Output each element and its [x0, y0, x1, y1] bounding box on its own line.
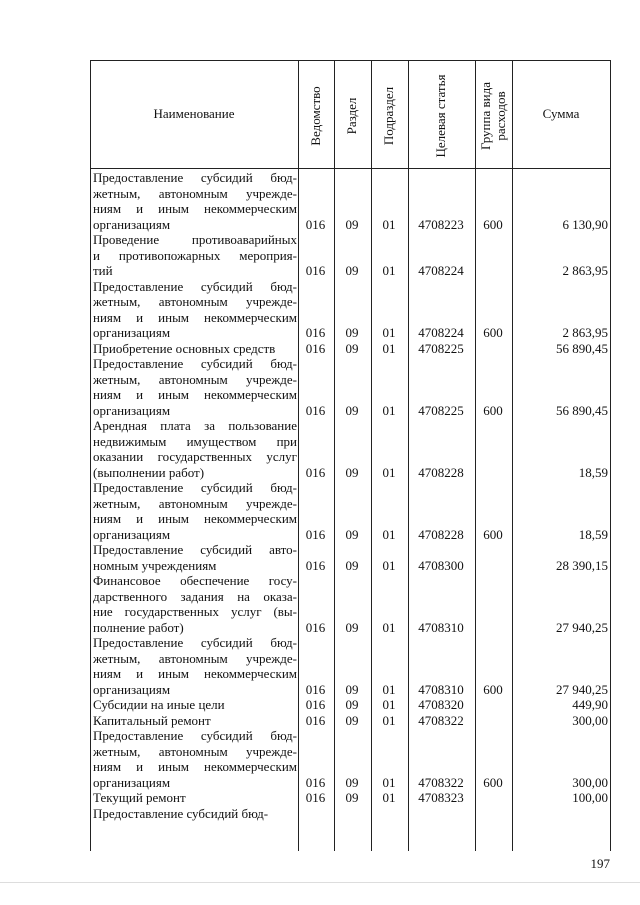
cell-summa: 56 890,45 — [556, 402, 608, 418]
row-name-line: и противопожарных мероприя- — [93, 247, 297, 263]
cell-celevaya-statya: 4708322 — [418, 774, 464, 790]
cell-vedomstvo: 016 — [305, 790, 326, 805]
row-name-line: ниям и иным некоммерческим — [93, 201, 297, 216]
row-name-line: Текущий ремонт — [93, 790, 186, 805]
row-name-line: недвижимым имуществом при — [93, 433, 297, 449]
row-name-line: полнение работ) — [93, 619, 184, 635]
cell-vedomstvo: 016 — [305, 557, 326, 573]
row-name-line: ниям и иным некоммерческим — [93, 759, 297, 774]
table-row — [90, 697, 611, 713]
row-name-line: ниям и иным некоммерческим — [93, 511, 297, 526]
header-razdel: Раздел — [344, 97, 359, 135]
cell-summa: 27 940,25 — [556, 681, 608, 697]
cell-vedomstvo: 016 — [305, 712, 326, 728]
row-name-line: организациям — [93, 774, 171, 790]
row-name-line: организациям — [93, 402, 171, 418]
cell-podrazdel: 01 — [382, 216, 396, 232]
row-name-line: жетным, автономным учрежде- — [93, 371, 297, 387]
table-row — [90, 542, 611, 573]
cell-podrazdel: 01 — [382, 557, 396, 573]
row-name-line: Предоставление субсидий бюд- — [93, 805, 269, 821]
cell-summa: 56 890,45 — [556, 340, 608, 356]
table-row — [90, 279, 611, 341]
row-name — [93, 806, 297, 822]
row-name — [93, 356, 297, 418]
cell-razdel: 09 — [345, 464, 359, 480]
cell-razdel: 09 — [345, 681, 359, 697]
cell-vedomstvo: 016 — [305, 402, 326, 418]
cell-summa: 6 130,90 — [562, 216, 608, 232]
row-name-line: организациям — [93, 526, 171, 542]
row-name — [93, 713, 297, 729]
cell-razdel: 09 — [345, 402, 359, 418]
table-row — [90, 635, 611, 697]
cell-podrazdel: 01 — [382, 464, 396, 480]
row-name-line: жетным, автономным учрежде- — [93, 185, 297, 201]
cell-celevaya-statya: 4708225 — [418, 402, 464, 418]
cell-celevaya-statya: 4708300 — [418, 557, 464, 573]
cell-vedomstvo: 016 — [305, 340, 326, 356]
cell-podrazdel: 01 — [382, 263, 396, 278]
row-name-line: организациям — [93, 325, 171, 340]
table-row — [90, 713, 611, 729]
cell-celevaya-statya: 4708323 — [418, 790, 464, 805]
table-row — [90, 728, 611, 790]
header-summa: Сумма — [542, 106, 580, 121]
cell-razdel: 09 — [345, 774, 359, 790]
table-row — [90, 806, 611, 822]
row-name-line: оказании государственных услуг — [93, 449, 297, 464]
cell-vedomstvo: 016 — [305, 681, 326, 697]
cell-vedomstvo: 016 — [305, 263, 326, 278]
cell-razdel: 09 — [345, 712, 359, 728]
cell-razdel: 09 — [345, 340, 359, 356]
cell-vedomstvo: 016 — [305, 464, 326, 480]
page-number: 197 — [590, 856, 610, 871]
budget-table — [90, 60, 611, 851]
header-gruppa-line1: Группа вида — [478, 82, 493, 150]
row-name-line: ниям и иным некоммерческим — [93, 666, 297, 681]
row-name-line: Проведение противоаварийных — [93, 232, 297, 247]
cell-razdel: 09 — [345, 526, 359, 542]
header-bottom-border — [90, 168, 611, 169]
table-row — [90, 170, 611, 232]
cell-razdel: 09 — [345, 216, 359, 232]
row-name-line: Предоставление субсидий бюд- — [93, 278, 297, 294]
cell-podrazdel: 01 — [382, 712, 396, 728]
cell-gruppa: 600 — [483, 402, 503, 418]
header-podrazdel: Подраздел — [381, 86, 396, 146]
cell-summa: 28 390,15 — [556, 557, 608, 573]
row-name — [93, 279, 297, 341]
row-name-line: Арендная плата за пользование — [93, 418, 297, 433]
cell-razdel: 09 — [345, 325, 359, 340]
cell-razdel: 09 — [345, 619, 359, 635]
row-name-line: жетным, автономным учрежде- — [93, 743, 297, 759]
row-name — [93, 635, 297, 697]
row-name — [93, 790, 297, 806]
table-row — [90, 232, 611, 279]
cell-celevaya-statya: 4708320 — [418, 697, 464, 712]
row-name-line: ниям и иным некоммерческим — [93, 387, 297, 402]
row-name-line: ние государственных услуг (вы- — [93, 604, 297, 619]
row-name-line: тий — [93, 263, 113, 278]
cell-razdel: 09 — [345, 263, 359, 278]
cell-vedomstvo: 016 — [305, 526, 326, 542]
table-row — [90, 790, 611, 806]
cell-summa: 18,59 — [578, 526, 608, 542]
cell-vedomstvo: 016 — [305, 697, 326, 712]
row-name-line: жетным, автономным учрежде- — [93, 650, 297, 666]
cell-celevaya-statya: 4708228 — [418, 526, 464, 542]
row-name-line: Предоставление субсидий бюд- — [93, 728, 297, 743]
row-name — [93, 418, 297, 480]
table-row — [90, 356, 611, 418]
cell-gruppa: 600 — [483, 526, 503, 542]
cell-celevaya-statya: 4708310 — [418, 619, 464, 635]
row-name — [93, 232, 297, 279]
cell-vedomstvo: 016 — [305, 774, 326, 790]
cell-podrazdel: 01 — [382, 340, 396, 356]
cell-vedomstvo: 016 — [305, 216, 326, 232]
cell-summa: 100,00 — [572, 790, 608, 805]
row-name-line: Предоставление субсидий бюд- — [93, 480, 297, 495]
cell-summa: 18,59 — [578, 464, 608, 480]
cell-summa: 300,00 — [572, 774, 608, 790]
row-name-line: Предоставление субсидий авто- — [93, 542, 297, 557]
cell-gruppa: 600 — [483, 681, 503, 697]
row-name-line: номным учреждениям — [93, 557, 217, 573]
row-name — [93, 542, 297, 573]
header-celevaya-statya: Целевая статья — [433, 74, 448, 158]
cell-celevaya-statya: 4708322 — [418, 712, 464, 728]
cell-vedomstvo: 016 — [305, 619, 326, 635]
cell-celevaya-statya: 4708224 — [418, 325, 464, 340]
row-name — [93, 728, 297, 790]
row-name-line: Приобретение основных средств — [93, 340, 276, 356]
header-gruppa-line2: расходов — [493, 91, 508, 141]
row-name-line: жетным, автономным учрежде- — [93, 495, 297, 511]
header-vedomstvo: Ведомство — [308, 86, 323, 146]
cell-summa: 2 863,95 — [562, 325, 608, 340]
row-name — [93, 573, 297, 635]
row-name-line: Предоставление субсидий бюд- — [93, 170, 297, 185]
cell-podrazdel: 01 — [382, 697, 396, 712]
cell-razdel: 09 — [345, 790, 359, 805]
cell-summa: 27 940,25 — [556, 619, 608, 635]
cell-celevaya-statya: 4708224 — [418, 263, 464, 278]
header-name: Наименование — [153, 106, 235, 121]
cell-podrazdel: 01 — [382, 790, 396, 805]
cell-celevaya-statya: 4708223 — [418, 216, 464, 232]
cell-gruppa: 600 — [483, 774, 503, 790]
table-row — [90, 480, 611, 542]
cell-razdel: 09 — [345, 697, 359, 712]
cell-podrazdel: 01 — [382, 774, 396, 790]
cell-celevaya-statya: 4708225 — [418, 340, 464, 356]
row-name — [93, 480, 297, 542]
cell-razdel: 09 — [345, 557, 359, 573]
row-name-line: дарственного задания на оказа- — [93, 588, 297, 604]
row-name-line: организациям — [93, 216, 171, 232]
cell-summa: 449,90 — [572, 697, 608, 712]
row-name-line: ниям и иным некоммерческим — [93, 309, 297, 325]
cell-celevaya-statya: 4708310 — [418, 681, 464, 697]
cell-celevaya-statya: 4708228 — [418, 464, 464, 480]
row-name-line: Предоставление субсидий бюд- — [93, 356, 297, 371]
table-row — [90, 341, 611, 357]
cell-summa: 2 863,95 — [562, 263, 608, 278]
cell-podrazdel: 01 — [382, 526, 396, 542]
cell-podrazdel: 01 — [382, 681, 396, 697]
row-name-line: Субсидии на иные цели — [93, 697, 225, 712]
row-name-line: (выполнении работ) — [93, 464, 205, 480]
row-name — [93, 341, 297, 357]
row-name-line: Капитальный ремонт — [93, 712, 211, 728]
row-name-line: Предоставление субсидий бюд- — [93, 635, 297, 650]
row-name-line: Финансовое обеспечение госу- — [93, 573, 297, 588]
cell-podrazdel: 01 — [382, 325, 396, 340]
table-row — [90, 418, 611, 480]
row-name — [93, 697, 297, 713]
table-row — [90, 573, 611, 635]
cell-podrazdel: 01 — [382, 402, 396, 418]
cell-gruppa: 600 — [483, 216, 503, 232]
row-name-line: организациям — [93, 681, 171, 697]
row-name — [93, 170, 297, 232]
cell-summa: 300,00 — [572, 712, 608, 728]
row-name-line: жетным, автономным учрежде- — [93, 294, 297, 309]
cell-vedomstvo: 016 — [305, 325, 326, 340]
page-bottom-rule — [0, 882, 640, 883]
cell-gruppa: 600 — [483, 325, 503, 340]
cell-podrazdel: 01 — [382, 619, 396, 635]
